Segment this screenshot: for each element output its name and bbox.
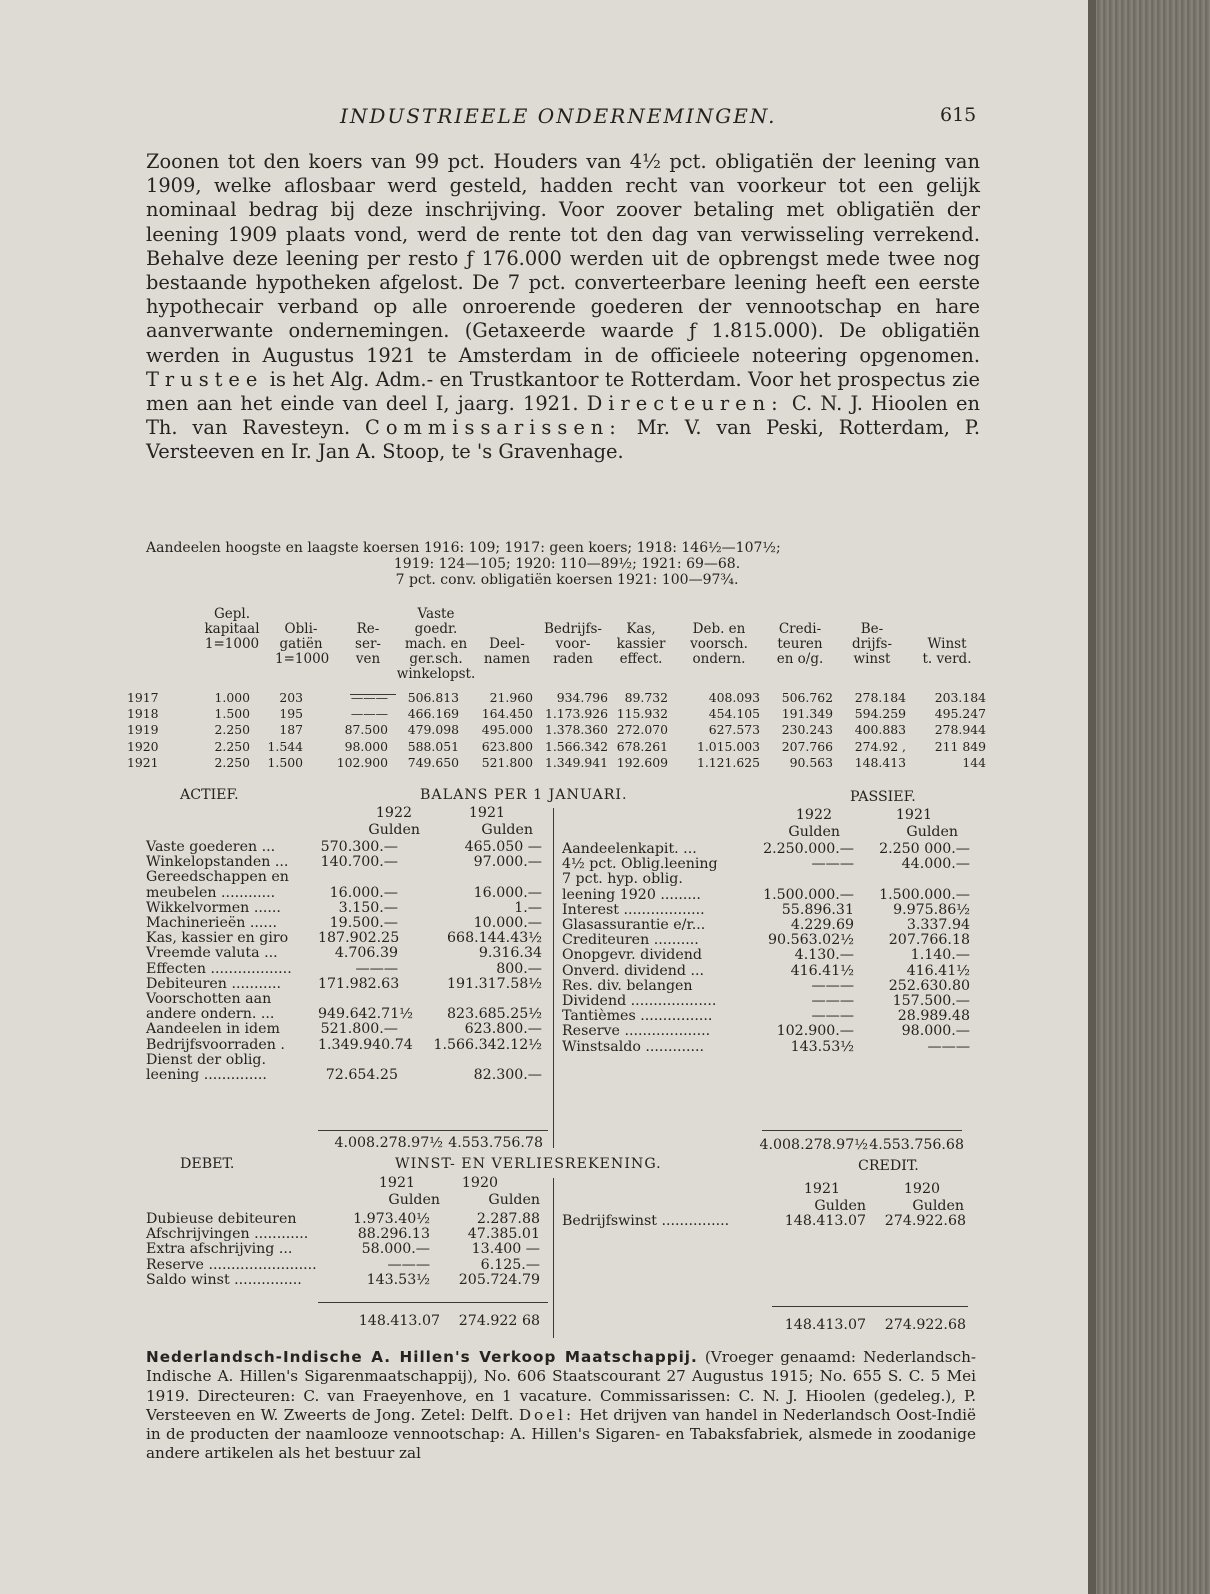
history-cell: 400.883 bbox=[854, 722, 906, 738]
balans-title: BALANS PER 1 JANUARI. bbox=[420, 787, 628, 803]
debet-label: DEBET. bbox=[180, 1156, 235, 1172]
actief-row-label: meubelen ............ bbox=[146, 884, 276, 901]
passief-row-value-1921: 44.000.— bbox=[901, 856, 970, 873]
passief-row-label: Dividend ................... bbox=[562, 993, 717, 1009]
actief-row-value-1921: 668.144.43½ bbox=[447, 930, 542, 947]
company-doel-label: Doel: bbox=[518, 1405, 575, 1424]
passief-row-value-1922: 4.229.69 bbox=[790, 917, 854, 933]
history-cell: 1.378.360 bbox=[544, 722, 608, 738]
actief-unit-b: Gulden bbox=[481, 822, 533, 838]
history-cell: 623.800 bbox=[481, 738, 533, 754]
debet-row-label: Afschrijvingen ............ bbox=[146, 1226, 309, 1243]
actief-row-value-1922: ——— bbox=[355, 960, 398, 977]
passief-row-label: Interest .................. bbox=[562, 901, 705, 918]
passief-row-value-1921: ——— bbox=[927, 1038, 970, 1055]
actief-label: ACTIEF. bbox=[180, 787, 239, 803]
hdr-line: Winst bbox=[927, 636, 967, 652]
hdr-bedrijfsvoorraden bbox=[538, 607, 608, 667]
company-doel-text: Het drijven van handel in Nederlandsch Oost-Indië in de producten der naamlooze vennootschap: A. Hillen's Sigaren- en Tabaksfabriek, alsmede in zoodanige andere artikelen als het bestuur zal bbox=[146, 1405, 977, 1463]
page-number: 615 bbox=[940, 104, 977, 126]
hdr-line: Deel- bbox=[489, 636, 525, 652]
credit-unit-b: Gulden bbox=[912, 1198, 964, 1214]
actief-row-value-1921: 800.— bbox=[496, 960, 542, 977]
history-cell: 627.573 bbox=[708, 722, 760, 738]
history-cell: 1.121.625 bbox=[696, 754, 760, 770]
credit-unit-a: Gulden bbox=[814, 1198, 866, 1214]
passief-total-a: 4.008.278.97½ bbox=[759, 1137, 868, 1153]
actief-row-value-1922: 16.000.— bbox=[329, 884, 398, 901]
company-intro: (Vroeger genaamd: Nederlandsch-Indische A. Hillen's Sigarenmaatschappij), No. 606 Staatscourant 27 Augustus 1915; No. 655 S. C. 5 Mei 1919. bbox=[146, 1348, 976, 1405]
debet-unit-a: Gulden bbox=[388, 1192, 440, 1208]
actief-unit-a: Gulden bbox=[368, 822, 420, 838]
passief-row-value-1921: 1.140.— bbox=[910, 947, 970, 964]
passief-row-value-1921: 252.630.80 bbox=[888, 977, 970, 994]
history-cell: 187 bbox=[279, 722, 303, 738]
history-cell: 588.051 bbox=[407, 738, 459, 754]
passief-row-label: Reserve ................... bbox=[562, 1023, 711, 1040]
company-zetel-label: Zetel: bbox=[420, 1405, 466, 1424]
actief-row-value-1922: 72.654.25 bbox=[325, 1067, 398, 1083]
actief-row-value-1922: 521.800.— bbox=[320, 1021, 398, 1038]
debet-total-a: 148.413.07 bbox=[358, 1313, 440, 1329]
debet-row-label: Saldo winst ............... bbox=[146, 1271, 302, 1288]
book-spine-shadow bbox=[1088, 0, 1096, 1594]
history-cell: 2.250 bbox=[214, 738, 250, 754]
passief-row-value-1922: ——— bbox=[811, 1008, 854, 1025]
passief-row-value-1922: 2.250.000.— bbox=[763, 841, 854, 857]
hdr-obligatien bbox=[275, 607, 330, 667]
passief-row-value-1922: 1.500.000.— bbox=[763, 886, 854, 903]
passief-row-value-1921: 9.975.86½ bbox=[893, 901, 970, 918]
actief-row-value-1921: 623.800.— bbox=[464, 1021, 542, 1038]
hdr-line: 1=1000 bbox=[275, 651, 330, 667]
commissarissen-text: Mr. V. van Peski, Rotterdam, P. Versteeven en Ir. Jan A. Stoop, te 's Gravenhage. bbox=[146, 416, 981, 464]
company-entry bbox=[146, 1348, 976, 1464]
passief-unit-a: Gulden bbox=[788, 824, 840, 840]
hdr-line: kassier bbox=[616, 636, 666, 652]
hdr-line: goedr. bbox=[414, 621, 458, 637]
debet-row-value-1920: 2.287.88 bbox=[476, 1211, 540, 1227]
history-cell: 495.000 bbox=[481, 722, 533, 738]
passief-row-label: Aandeelenkapit. ... bbox=[562, 841, 697, 857]
history-cell: 87.500 bbox=[344, 722, 388, 738]
hdr-line: t. verd. bbox=[922, 651, 972, 667]
passief-year-a: 1922 bbox=[795, 807, 832, 823]
directeuren-label: Directeuren: bbox=[586, 392, 784, 416]
history-cell: 1.000 bbox=[214, 690, 250, 705]
history-cell: 164.450 bbox=[481, 706, 533, 722]
passief-row-value-1921: 3.337.94 bbox=[906, 917, 970, 933]
company-comm-text: C. N. J. Hioolen (gedeleg.), P. Versteeven en W. Zweerts de Jong. bbox=[146, 1386, 977, 1424]
actief-row-label: Gereedschappen en bbox=[146, 869, 289, 886]
actief-row-label: Aandeelen in idem bbox=[146, 1021, 280, 1038]
actief-row-value-1921: 9.316.34 bbox=[478, 945, 542, 962]
koersen-line-3: 7 pct. conv. obligatiën koersen 1921: 100—97¾. bbox=[395, 572, 739, 588]
debet-row-value-1920: 6.125.— bbox=[480, 1256, 540, 1273]
passief-row-label: Onopgevr. dividend bbox=[562, 947, 702, 964]
koersen-block bbox=[146, 540, 988, 588]
passief-row-value-1922: ——— bbox=[811, 993, 854, 1009]
history-cell: 98.000 bbox=[344, 738, 388, 754]
credit-label: CREDIT. bbox=[858, 1158, 919, 1174]
credit-row-label: Bedrijfswinst ............... bbox=[562, 1213, 730, 1229]
actief-row-value-1922: 949.642.71½ bbox=[318, 1006, 413, 1023]
actief-row-label: leening .............. bbox=[146, 1067, 267, 1083]
hdr-line: Credi- bbox=[778, 621, 822, 637]
hdr-line: effect. bbox=[619, 651, 663, 667]
passief-row-label: Winstsaldo ............. bbox=[562, 1038, 705, 1055]
history-cell: 115.932 bbox=[616, 706, 668, 722]
actief-year-b: 1921 bbox=[468, 805, 505, 821]
actief-row-value-1921: 10.000.— bbox=[473, 915, 542, 931]
debet-row-value-1921: ——— bbox=[387, 1256, 430, 1273]
actief-row-value-1922: 187.902.25 bbox=[318, 930, 400, 947]
passief-row-label: Tantièmes ................ bbox=[562, 1008, 713, 1025]
debet-row-label: Dubieuse debiteuren bbox=[146, 1211, 297, 1227]
trustee-text: is het Alg. Adm.- en Trustkantoor te Rotterdam. Voor het prospectus zie men aan het einde van deel I, jaarg. 1921. bbox=[146, 367, 980, 416]
history-cell: 1.566.342 bbox=[544, 738, 608, 754]
actief-row-label: Debiteuren ........... bbox=[146, 975, 282, 992]
passief-row-label: Onverd. dividend ... bbox=[562, 962, 704, 979]
passief-row-label: Crediteuren .......... bbox=[562, 932, 699, 949]
hdr-line: 1=1000 bbox=[204, 636, 260, 652]
company-dir-text: C. van Fraeyenhove, en 1 vacature. bbox=[303, 1386, 592, 1405]
passief-row-label: 4½ pct. Oblig.leening bbox=[562, 856, 718, 873]
hdr-line: voorsch. bbox=[690, 636, 748, 652]
actief-row-label: andere ondern. ... bbox=[146, 1006, 275, 1023]
hdr-line: gatiën bbox=[279, 636, 323, 652]
debet-year-b: 1920 bbox=[461, 1175, 498, 1191]
trustee-label: Trustee bbox=[146, 367, 264, 391]
hdr-crediteuren bbox=[768, 607, 832, 667]
debet-row-value-1921: 143.53½ bbox=[366, 1271, 430, 1288]
hdr-line: Be- bbox=[860, 621, 884, 637]
koersen-line-2: 1919: 124—105; 1920: 110—89½; 1921: 69—68. bbox=[393, 556, 741, 572]
passief-row-value-1922: 90.563.02½ bbox=[768, 932, 854, 949]
history-cell: 191.349 bbox=[781, 706, 833, 722]
history-cell: 1919 bbox=[127, 722, 159, 738]
passief-row-value-1921: 98.000.— bbox=[901, 1023, 970, 1040]
history-cell: 678.261 bbox=[616, 738, 668, 754]
history-cell: 454.105 bbox=[708, 706, 760, 722]
history-cell: 192.609 bbox=[616, 754, 668, 770]
actief-row-value-1921: 82.300.— bbox=[473, 1067, 542, 1083]
history-cell: 21.960 bbox=[489, 690, 533, 705]
hdr-line: Vaste bbox=[417, 606, 455, 622]
debet-row-value-1921: 88.296.13 bbox=[357, 1226, 430, 1243]
hdr-line: Gepl. bbox=[213, 606, 251, 622]
history-cell: 506.813 bbox=[407, 690, 459, 705]
koersen-line-1: Aandeelen hoogste en laagste koersen 1916: 109; 1917: geen koers; 1918: 146½—107½; bbox=[146, 540, 781, 556]
history-cell: 2.250 bbox=[214, 754, 250, 770]
passief-row-value-1921: 207.766.18 bbox=[888, 932, 970, 949]
company-paragraph bbox=[146, 1348, 976, 1464]
company-comm-label: Commissarissen: bbox=[599, 1386, 731, 1405]
hdr-vaste-goedr bbox=[390, 607, 482, 682]
hdr-line: Deb. en bbox=[692, 621, 746, 637]
passief-row-label: Res. div. belangen bbox=[562, 977, 693, 994]
debet-total-b: 274.922 68 bbox=[458, 1313, 540, 1329]
hdr-line: ven bbox=[355, 651, 381, 667]
hdr-line: ger.sch. bbox=[409, 651, 463, 667]
hdr-line: ondern. bbox=[692, 651, 746, 667]
history-cell: 230.243 bbox=[781, 722, 833, 738]
passief-row-value-1922: 416.41½ bbox=[790, 962, 854, 979]
passief-label: PASSIEF. bbox=[850, 789, 916, 805]
actief-row-value-1922: 140.700.— bbox=[320, 854, 398, 871]
history-cell: 278.184 bbox=[854, 690, 906, 705]
hdr-line: kapitaal bbox=[204, 621, 260, 637]
credit-year-b: 1920 bbox=[903, 1181, 940, 1197]
hdr-gepl-kapitaal bbox=[202, 607, 262, 652]
hdr-line: teuren bbox=[777, 636, 823, 652]
passief-row-value-1922: 102.900.— bbox=[776, 1023, 854, 1040]
history-cell: 203 bbox=[279, 690, 303, 705]
passief-row-value-1922: 143.53½ bbox=[790, 1038, 854, 1055]
actief-row-value-1922: 1.349.940.74 bbox=[318, 1036, 413, 1053]
history-cell: 1918 bbox=[127, 706, 159, 722]
hdr-line: en o/g. bbox=[776, 651, 824, 667]
history-cell: 203.184 bbox=[934, 690, 986, 705]
debet-row-value-1920: 205.724.79 bbox=[458, 1271, 540, 1288]
wv-title: WINST- EN VERLIESREKENING. bbox=[395, 1156, 662, 1172]
company-dir-label: Directeuren: bbox=[197, 1386, 296, 1405]
hdr-deelnamen bbox=[478, 607, 536, 667]
history-cell: ——— bbox=[350, 690, 388, 705]
debet-row-label: Extra afschrijving ... bbox=[146, 1241, 293, 1258]
history-cell: 211 849 bbox=[934, 738, 986, 754]
hdr-line: winst bbox=[853, 651, 891, 667]
hdr-line: ser- bbox=[355, 636, 381, 652]
actief-row-value-1921: 1.— bbox=[514, 899, 542, 916]
debet-row-value-1920: 13.400 — bbox=[471, 1241, 540, 1258]
intro-paragraph bbox=[146, 150, 980, 465]
debet-year-a: 1921 bbox=[378, 1175, 415, 1191]
actief-row-label: Dienst der oblig. bbox=[146, 1051, 266, 1068]
passief-row-value-1922: 4.130.— bbox=[794, 947, 854, 964]
credit-total-b: 274.922.68 bbox=[884, 1317, 966, 1333]
hdr-line: Obli- bbox=[284, 621, 318, 637]
actief-row-value-1921: 465.050 — bbox=[464, 839, 542, 855]
history-cell: 144 bbox=[962, 754, 986, 770]
history-cell: 749.650 bbox=[407, 754, 459, 770]
debet-unit-b: Gulden bbox=[488, 1192, 540, 1208]
company-name: Nederlandsch-Indische A. Hillen's Verkoop Maatschappij. bbox=[146, 1348, 698, 1366]
history-cell: 148.413 bbox=[854, 754, 906, 770]
actief-row-label: Vreemde valuta ... bbox=[146, 945, 278, 962]
actief-row-value-1921: 191.317.58½ bbox=[447, 975, 542, 992]
hdr-line: Re- bbox=[356, 621, 380, 637]
hdr-line: drijfs- bbox=[851, 636, 893, 652]
credit-row-value-1921: 148.413.07 bbox=[784, 1213, 866, 1229]
actief-total-b: 4.553.756.78 bbox=[448, 1135, 543, 1151]
actief-row-value-1921: 823.685.25½ bbox=[447, 1006, 542, 1023]
passief-row-label: 7 pct. hyp. oblig. bbox=[562, 871, 683, 888]
intro-text bbox=[146, 150, 980, 465]
history-cell: 1920 bbox=[127, 738, 159, 754]
history-cell: 506.762 bbox=[781, 690, 833, 705]
actief-row-label: Bedrijfsvoorraden . bbox=[146, 1036, 285, 1053]
history-cell: 90.563 bbox=[789, 754, 833, 770]
history-cell: 278.944 bbox=[934, 722, 986, 738]
history-cell: 195 bbox=[279, 706, 303, 722]
debet-row-value-1920: 47.385.01 bbox=[467, 1226, 540, 1243]
history-cell: 1.015.003 bbox=[696, 738, 760, 754]
history-cell: 1.500 bbox=[214, 706, 250, 722]
history-cell: 274.92 , bbox=[854, 738, 906, 754]
hdr-line: namen bbox=[483, 651, 531, 667]
passief-row-label: Glasassurantie e/r... bbox=[562, 917, 706, 933]
hdr-line: mach. en bbox=[404, 636, 468, 652]
actief-row-value-1922: 4.706.39 bbox=[334, 945, 398, 962]
history-cell: 1.173.926 bbox=[544, 706, 608, 722]
intro-sentences: Zoonen tot den koers van 99 pct. Houders van 4½ pct. obligatiën der leening van 1909, welke aflosbaar werd gesteld, hadden recht van voorkeur tot een gelijk nominaal bedrag bij deze inschrijving. Voor zoover betaling met obligatiën der leening 1909 plaats vond, werd de rente tot den dag van verwisseling verrekend. Behalve deze leening per resto ƒ 176.000 werden uit de opbrengst mede twee nog bestaande hypotheken afgelost. De 7 pct. converteerbare leening heeft een eerste hypothecair verband op alle onroerende goederen der vennootschap en hare aanverwante ondernemingen. (Getaxeerde waarde ƒ 1.815.000). De obligatiën werden in Augustus 1921 te Amsterdam in de officieele noteering opgenomen. bbox=[146, 150, 980, 367]
actief-row-value-1921: 16.000.— bbox=[473, 884, 542, 901]
history-cell: 1.500 bbox=[267, 754, 303, 770]
actief-row-value-1922: 171.982.63 bbox=[318, 975, 400, 992]
passief-row-value-1922: ——— bbox=[811, 977, 854, 994]
actief-row-value-1922: 19.500.— bbox=[329, 915, 398, 931]
actief-row-label: Winkelopstanden ... bbox=[146, 854, 289, 871]
hdr-deb bbox=[684, 607, 754, 667]
passief-row-value-1921: 28.989.48 bbox=[897, 1008, 970, 1025]
actief-row-label: Voorschotten aan bbox=[146, 991, 272, 1007]
book-edge bbox=[1088, 0, 1210, 1594]
passief-total-b: 4.553.756.68 bbox=[869, 1137, 964, 1153]
directeuren-text: C. N. J. Hioolen en Th. van Ravesteyn. bbox=[146, 392, 980, 440]
history-cell: 1921 bbox=[127, 754, 159, 770]
history-cell: 2.250 bbox=[214, 722, 250, 738]
actief-row-label: Wikkelvormen ...... bbox=[146, 899, 281, 916]
debet-row-label: Reserve ........................ bbox=[146, 1256, 317, 1273]
passief-row-value-1922: ——— bbox=[811, 856, 854, 873]
passief-row-value-1921: 416.41½ bbox=[906, 962, 970, 979]
actief-row-label: Machinerieën ...... bbox=[146, 915, 277, 931]
hdr-kas bbox=[610, 607, 672, 667]
debet-row-value-1921: 58.000.— bbox=[361, 1241, 430, 1258]
commissarissen-label: Commissarissen: bbox=[365, 416, 622, 440]
history-cell: 1917 bbox=[127, 690, 159, 705]
actief-row-value-1922: 570.300.— bbox=[320, 839, 398, 855]
actief-row-value-1921: 1.566.342.12½ bbox=[433, 1036, 542, 1053]
credit-total-a: 148.413.07 bbox=[784, 1317, 866, 1333]
passief-year-b: 1921 bbox=[895, 807, 932, 823]
hdr-line: Kas, bbox=[626, 621, 656, 637]
history-cell: 594.259 bbox=[854, 706, 906, 722]
history-cell: 408.093 bbox=[708, 690, 760, 705]
actief-row-label: Kas, kassier en giro bbox=[146, 930, 289, 947]
history-cell: 495.247 bbox=[934, 706, 986, 722]
running-header: INDUSTRIEELE ONDERNEMINGEN. bbox=[340, 104, 777, 128]
history-cell: 479.098 bbox=[407, 722, 459, 738]
hdr-line: winkelopst. bbox=[396, 666, 476, 682]
hdr-winst bbox=[910, 607, 984, 667]
hdr-line: voor- bbox=[555, 636, 591, 652]
history-cell: 521.800 bbox=[481, 754, 533, 770]
history-cell: 934.796 bbox=[556, 690, 608, 705]
history-cell: 466.169 bbox=[407, 706, 459, 722]
actief-total-a: 4.008.278.97½ bbox=[334, 1135, 443, 1151]
credit-row-value-1920: 274.922.68 bbox=[884, 1213, 966, 1229]
history-cell: ——— bbox=[350, 706, 388, 722]
history-cell: 102.900 bbox=[336, 754, 388, 770]
actief-row-label: Effecten .................. bbox=[146, 960, 292, 977]
passief-row-value-1921: 157.500.— bbox=[892, 993, 970, 1009]
actief-row-label: Vaste goederen ... bbox=[146, 839, 276, 855]
history-cell: 89.732 bbox=[624, 690, 668, 705]
passief-unit-b: Gulden bbox=[906, 824, 958, 840]
actief-year-a: 1922 bbox=[375, 805, 412, 821]
history-cell: 1.544 bbox=[267, 738, 303, 754]
credit-year-a: 1921 bbox=[803, 1181, 840, 1197]
history-cell: 207.766 bbox=[781, 738, 833, 754]
history-cell: 272.070 bbox=[616, 722, 668, 738]
passief-row-value-1921: 2.250 000.— bbox=[879, 841, 970, 857]
debet-row-value-1921: 1.973.40½ bbox=[353, 1211, 430, 1227]
company-zetel-text: Delft. bbox=[470, 1405, 514, 1424]
passief-row-value-1921: 1.500.000.— bbox=[879, 886, 970, 903]
hdr-reserven bbox=[348, 607, 388, 667]
actief-row-value-1922: 3.150.— bbox=[338, 899, 398, 916]
hdr-line: Bedrijfs- bbox=[544, 621, 602, 637]
hdr-bedrijfswinst bbox=[840, 607, 904, 667]
hdr-line: raden bbox=[553, 651, 593, 667]
history-cell: 1.349.941 bbox=[544, 754, 608, 770]
passief-row-value-1922: 55.896.31 bbox=[781, 901, 854, 918]
actief-row-value-1921: 97.000.— bbox=[473, 854, 542, 871]
passief-row-label: leening 1920 ......... bbox=[562, 886, 701, 903]
